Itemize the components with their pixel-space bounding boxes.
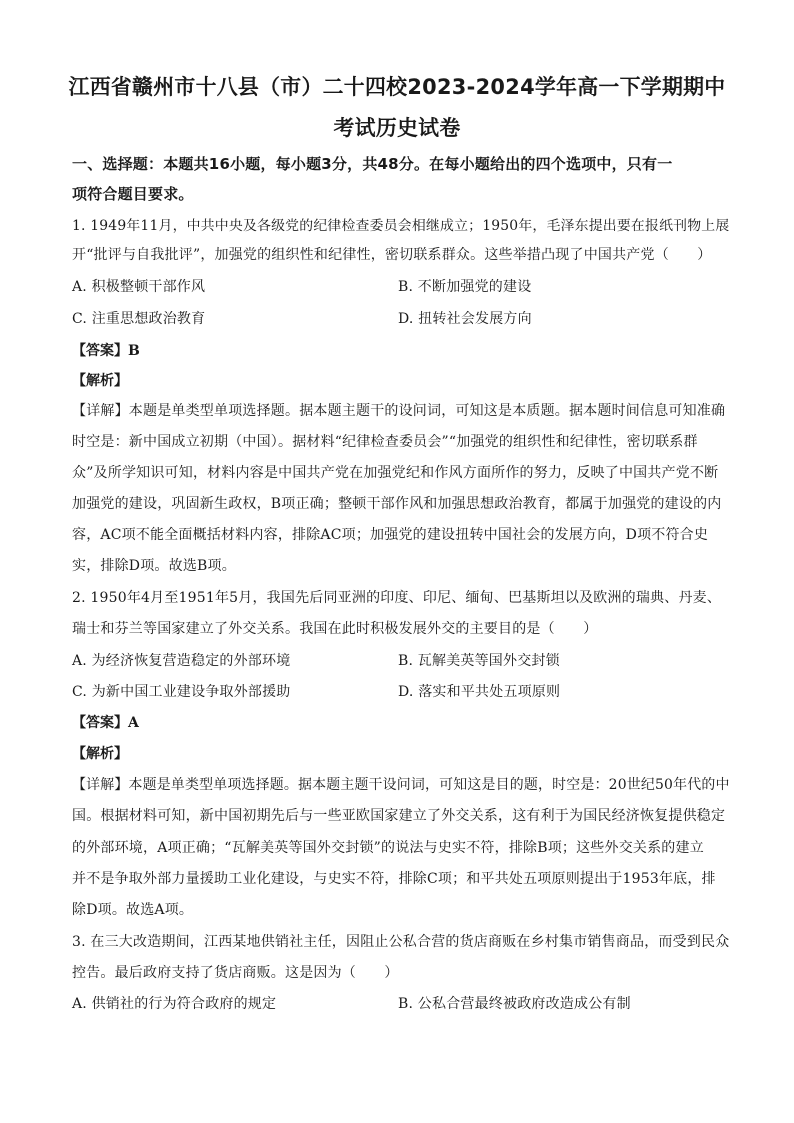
q2-answer: 【答案】A xyxy=(72,715,139,731)
q2-option-d: D. 落实和平共处五项原则 xyxy=(398,684,561,700)
section-heading-line2: 项符合题目要求。 xyxy=(72,185,194,203)
q3-option-b: B. 公私合营最终被政府改造成公有制 xyxy=(398,996,631,1012)
q2-detail-line1: 【详解】本题是单类型单项选择题。据本题主题干设问词，可知这是目的题，时空是：20世纪50年代的中 xyxy=(72,777,730,793)
q1-analysis-label: 【解析】 xyxy=(72,373,128,389)
q1-stem-line2: 开“批评与自我批评”，加强党的组织性和纪律性，密切联系群众。这些举措凸现了中国共产党（ ） xyxy=(72,247,712,263)
q3-stem-line1: 3. 在三大改造期间，江西某地供销社主任，因阻止公私合营的货店商贩在乡村集市销售商品，而受到民众 xyxy=(72,934,730,950)
section-heading-line1: 一、选择题：本题共16小题，每小题3分，共48分。在每小题给出的四个选项中，只有一 xyxy=(72,155,673,173)
q1-detail-line3: 众”及所学知识可知，材料内容是中国共产党在加强党纪和作风方面所作的努力，反映了中国共产党不断 xyxy=(72,465,719,481)
q1-detail-line2: 时空是：新中国成立初期（中国）。据材料“纪律检查委员会”“加强党的组织性和纪律性，密切联系群 xyxy=(72,434,698,450)
q1-option-a: A. 积极整顿干部作风 xyxy=(72,279,206,295)
q2-detail-line3: 的外部环境，A项正确；“瓦解美英等国外交封锁”的说法与史实不符，排除B项；这些外交关系的建立 xyxy=(72,840,704,856)
exam-title-line2: 考试历史试卷 xyxy=(333,116,461,140)
q1-option-d: D. 扭转社会发展方向 xyxy=(398,311,532,327)
q1-detail-line4: 加强党的建设，巩固新生政权，B项正确；整顿干部作风和加强思想政治教育，都属于加强党的建设的内 xyxy=(72,496,722,512)
q2-option-a: A. 为经济恢复营造稳定的外部环境 xyxy=(72,653,291,669)
q1-stem-line1: 1. 1949年11月，中共中央及各级党的纪律检查委员会相继成立；1950年，毛泽东提出要在报纸刊物上展 xyxy=(72,218,730,234)
q2-detail-line2: 国。根据材料可知，新中国初期先后与一些亚欧国家建立了外交关系，这有利于为国民经济恢复提供稳定 xyxy=(72,808,726,824)
q3-option-a: A. 供销社的行为符合政府的规定 xyxy=(72,996,277,1012)
q1-detail-line6: 实，排除D项。故选B项。 xyxy=(72,558,236,574)
q1-detail-line5: 容，AC项不能全面概括材料内容，排除AC项；加强党的建设扭转中国社会的发展方向，D项不符合史 xyxy=(72,527,709,543)
q3-stem-line2: 控告。最后政府支持了货店商贩。这是因为（ ） xyxy=(72,965,399,981)
q2-stem-line2: 瑞士和芬兰等国家建立了外交关系。我国在此时积极发展外交的主要目的是（ ） xyxy=(72,621,598,637)
q2-option-b: B. 瓦解美英等国外交封锁 xyxy=(398,653,560,669)
q1-option-b: B. 不断加强党的建设 xyxy=(398,279,532,295)
q2-analysis-label: 【解析】 xyxy=(72,746,128,762)
q2-stem-line1: 2. 1950年4月至1951年5月，我国先后同亚洲的印度、印尼、缅甸、巴基斯坦以及欧洲的瑞典、丹麦、 xyxy=(72,590,722,606)
q2-option-c: C. 为新中国工业建设争取外部援助 xyxy=(72,684,291,700)
exam-title-line1: 江西省赣州市十八县（市）二十四校2023-2024学年高一下学期期中 xyxy=(68,75,726,99)
q1-detail-line1: 【详解】本题是单类型单项选择题。据本题主题干的设问词，可知这是本质题。据本题时间信息可知准确 xyxy=(72,403,726,419)
q1-option-c: C. 注重思想政治教育 xyxy=(72,311,206,327)
q2-detail-line4: 并不是争取外部力量援助工业化建设，与史实不符，排除C项；和平共处五项原则提出于1953年底，排 xyxy=(72,871,716,887)
q2-detail-line5: 除D项。故选A项。 xyxy=(72,902,194,918)
q1-answer: 【答案】B xyxy=(72,343,140,359)
